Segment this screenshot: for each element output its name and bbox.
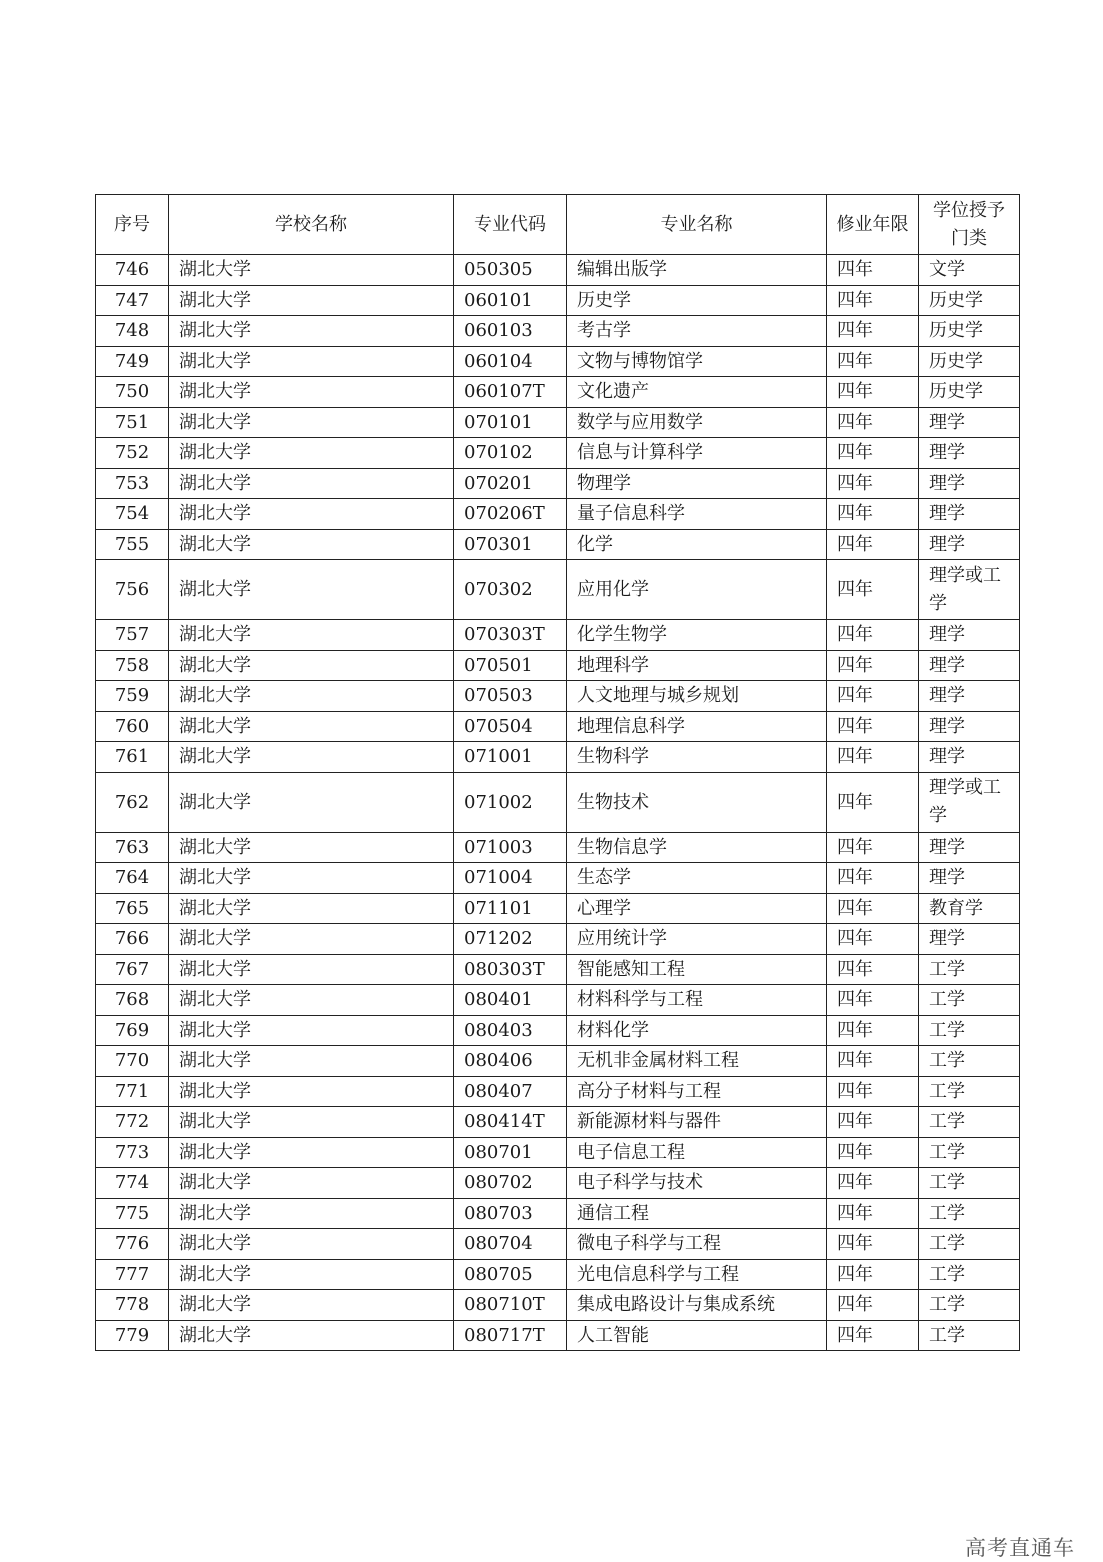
cell-duration: 四年 (827, 316, 919, 347)
cell-no: 754 (96, 499, 169, 530)
table-row (96, 863, 1020, 894)
cell-no: 746 (96, 255, 169, 286)
cell-duration: 四年 (827, 711, 919, 742)
table-row (96, 1259, 1020, 1290)
cell-duration: 四年 (827, 893, 919, 924)
cell-degree: 理学 (919, 650, 1020, 681)
cell-school: 湖北大学 (169, 772, 454, 832)
table-row (96, 1229, 1020, 1260)
cell-no: 773 (96, 1137, 169, 1168)
cell-major: 人工智能 (567, 1320, 827, 1351)
cell-no: 774 (96, 1168, 169, 1199)
cell-major: 人文地理与城乡规划 (567, 681, 827, 712)
cell-major: 历史学 (567, 285, 827, 316)
cell-duration: 四年 (827, 1290, 919, 1321)
cell-duration: 四年 (827, 863, 919, 894)
cell-school: 湖北大学 (169, 377, 454, 408)
cell-duration: 四年 (827, 1107, 919, 1138)
cell-major: 应用统计学 (567, 924, 827, 955)
table-row (96, 529, 1020, 560)
cell-no: 766 (96, 924, 169, 955)
cell-no: 765 (96, 893, 169, 924)
cell-code: 070504 (454, 711, 567, 742)
cell-no: 779 (96, 1320, 169, 1351)
cell-major: 电子科学与技术 (567, 1168, 827, 1199)
cell-no: 749 (96, 346, 169, 377)
cell-duration: 四年 (827, 650, 919, 681)
cell-duration: 四年 (827, 1015, 919, 1046)
cell-degree: 理学 (919, 832, 1020, 863)
cell-no: 772 (96, 1107, 169, 1138)
cell-major: 材料科学与工程 (567, 985, 827, 1016)
cell-code: 070302 (454, 560, 567, 620)
cell-school: 湖北大学 (169, 316, 454, 347)
cell-no: 751 (96, 407, 169, 438)
cell-code: 080403 (454, 1015, 567, 1046)
cell-code: 080401 (454, 985, 567, 1016)
cell-duration: 四年 (827, 1076, 919, 1107)
cell-code: 080704 (454, 1229, 567, 1260)
cell-school: 湖北大学 (169, 1107, 454, 1138)
cell-major: 考古学 (567, 316, 827, 347)
cell-no: 757 (96, 620, 169, 651)
table-row (96, 468, 1020, 499)
cell-major: 编辑出版学 (567, 255, 827, 286)
cell-degree: 工学 (919, 1107, 1020, 1138)
cell-duration: 四年 (827, 1320, 919, 1351)
cell-duration: 四年 (827, 985, 919, 1016)
cell-code: 080717T (454, 1320, 567, 1351)
cell-major: 化学生物学 (567, 620, 827, 651)
cell-no: 752 (96, 438, 169, 469)
cell-school: 湖北大学 (169, 620, 454, 651)
cell-major: 量子信息科学 (567, 499, 827, 530)
cell-code: 080701 (454, 1137, 567, 1168)
cell-major: 文物与博物馆学 (567, 346, 827, 377)
table-row (96, 1168, 1020, 1199)
cell-no: 750 (96, 377, 169, 408)
cell-duration: 四年 (827, 1259, 919, 1290)
cell-major: 地理信息科学 (567, 711, 827, 742)
table-row (96, 255, 1020, 286)
cell-school: 湖北大学 (169, 893, 454, 924)
cell-school: 湖北大学 (169, 954, 454, 985)
cell-no: 760 (96, 711, 169, 742)
cell-duration: 四年 (827, 255, 919, 286)
table-row (96, 1290, 1020, 1321)
cell-school: 湖北大学 (169, 1046, 454, 1077)
cell-duration: 四年 (827, 742, 919, 773)
cell-no: 762 (96, 772, 169, 832)
cell-no: 758 (96, 650, 169, 681)
cell-degree: 理学 (919, 620, 1020, 651)
cell-degree: 历史学 (919, 346, 1020, 377)
cell-code: 080303T (454, 954, 567, 985)
cell-degree: 工学 (919, 1320, 1020, 1351)
table-row (96, 1046, 1020, 1077)
cell-code: 060104 (454, 346, 567, 377)
table-row (96, 1137, 1020, 1168)
cell-no: 753 (96, 468, 169, 499)
cell-duration: 四年 (827, 954, 919, 985)
cell-no: 748 (96, 316, 169, 347)
table-row (96, 285, 1020, 316)
table-row (96, 985, 1020, 1016)
cell-school: 湖北大学 (169, 468, 454, 499)
table-row (96, 681, 1020, 712)
cell-school: 湖北大学 (169, 1290, 454, 1321)
cell-school: 湖北大学 (169, 742, 454, 773)
cell-degree: 理学 (919, 499, 1020, 530)
cell-degree: 历史学 (919, 377, 1020, 408)
cell-school: 湖北大学 (169, 650, 454, 681)
cell-major: 化学 (567, 529, 827, 560)
cell-code: 080710T (454, 1290, 567, 1321)
cell-degree: 工学 (919, 1046, 1020, 1077)
cell-degree: 理学或工学 (919, 772, 1020, 832)
cell-school: 湖北大学 (169, 1137, 454, 1168)
cell-code: 080702 (454, 1168, 567, 1199)
cell-major: 生物技术 (567, 772, 827, 832)
cell-school: 湖北大学 (169, 529, 454, 560)
header-school: 学校名称 (169, 195, 454, 255)
cell-school: 湖北大学 (169, 285, 454, 316)
cell-code: 070101 (454, 407, 567, 438)
cell-school: 湖北大学 (169, 1168, 454, 1199)
cell-no: 775 (96, 1198, 169, 1229)
cell-duration: 四年 (827, 1168, 919, 1199)
table-row (96, 407, 1020, 438)
cell-school: 湖北大学 (169, 1015, 454, 1046)
cell-degree: 工学 (919, 1229, 1020, 1260)
header-duration: 修业年限 (827, 195, 919, 255)
cell-major: 通信工程 (567, 1198, 827, 1229)
cell-code: 070501 (454, 650, 567, 681)
cell-school: 湖北大学 (169, 681, 454, 712)
cell-degree: 理学或工学 (919, 560, 1020, 620)
cell-no: 769 (96, 1015, 169, 1046)
cell-duration: 四年 (827, 285, 919, 316)
cell-code: 070206T (454, 499, 567, 530)
cell-school: 湖北大学 (169, 711, 454, 742)
cell-code: 070201 (454, 468, 567, 499)
header-no: 序号 (96, 195, 169, 255)
cell-major: 生态学 (567, 863, 827, 894)
cell-degree: 理学 (919, 468, 1020, 499)
table-row (96, 560, 1020, 620)
cell-degree: 理学 (919, 863, 1020, 894)
table-row (96, 893, 1020, 924)
header-major: 专业名称 (567, 195, 827, 255)
cell-major: 新能源材料与器件 (567, 1107, 827, 1138)
cell-code: 060107T (454, 377, 567, 408)
cell-duration: 四年 (827, 772, 919, 832)
cell-school: 湖北大学 (169, 255, 454, 286)
cell-code: 070303T (454, 620, 567, 651)
cell-code: 071003 (454, 832, 567, 863)
cell-duration: 四年 (827, 438, 919, 469)
cell-major: 信息与计算科学 (567, 438, 827, 469)
cell-school: 湖北大学 (169, 832, 454, 863)
cell-degree: 工学 (919, 1076, 1020, 1107)
cell-no: 759 (96, 681, 169, 712)
cell-major: 生物信息学 (567, 832, 827, 863)
cell-major: 物理学 (567, 468, 827, 499)
cell-code: 071202 (454, 924, 567, 955)
cell-duration: 四年 (827, 529, 919, 560)
cell-no: 777 (96, 1259, 169, 1290)
cell-duration: 四年 (827, 560, 919, 620)
cell-school: 湖北大学 (169, 1259, 454, 1290)
cell-degree: 理学 (919, 407, 1020, 438)
cell-school: 湖北大学 (169, 1076, 454, 1107)
cell-no: 763 (96, 832, 169, 863)
cell-code: 080414T (454, 1107, 567, 1138)
table-row (96, 499, 1020, 530)
table-row (96, 346, 1020, 377)
header-code: 专业代码 (454, 195, 567, 255)
header-degree: 学位授予门类 (919, 195, 1020, 255)
cell-degree: 工学 (919, 1137, 1020, 1168)
cell-duration: 四年 (827, 377, 919, 408)
cell-major: 电子信息工程 (567, 1137, 827, 1168)
cell-major: 高分子材料与工程 (567, 1076, 827, 1107)
cell-code: 071002 (454, 772, 567, 832)
cell-major: 光电信息科学与工程 (567, 1259, 827, 1290)
cell-major: 集成电路设计与集成系统 (567, 1290, 827, 1321)
cell-degree: 教育学 (919, 893, 1020, 924)
cell-code: 070102 (454, 438, 567, 469)
cell-no: 755 (96, 529, 169, 560)
cell-no: 770 (96, 1046, 169, 1077)
cell-code: 071101 (454, 893, 567, 924)
cell-no: 776 (96, 1229, 169, 1260)
cell-degree: 工学 (919, 985, 1020, 1016)
cell-major: 应用化学 (567, 560, 827, 620)
cell-duration: 四年 (827, 468, 919, 499)
watermark: 高考直通车 (965, 1536, 1075, 1560)
cell-major: 心理学 (567, 893, 827, 924)
cell-code: 070301 (454, 529, 567, 560)
table-row (96, 1015, 1020, 1046)
cell-degree: 理学 (919, 711, 1020, 742)
cell-no: 747 (96, 285, 169, 316)
cell-major: 数学与应用数学 (567, 407, 827, 438)
cell-degree: 理学 (919, 438, 1020, 469)
cell-duration: 四年 (827, 1229, 919, 1260)
table-header-row (96, 195, 1020, 255)
cell-code: 080703 (454, 1198, 567, 1229)
table-row (96, 1198, 1020, 1229)
table-row (96, 620, 1020, 651)
majors-table (95, 194, 1020, 1351)
cell-major: 材料化学 (567, 1015, 827, 1046)
cell-major: 文化遗产 (567, 377, 827, 408)
cell-degree: 理学 (919, 924, 1020, 955)
cell-duration: 四年 (827, 346, 919, 377)
cell-no: 778 (96, 1290, 169, 1321)
table-row (96, 377, 1020, 408)
cell-code: 050305 (454, 255, 567, 286)
cell-school: 湖北大学 (169, 438, 454, 469)
table-body (96, 255, 1020, 1351)
cell-code: 070503 (454, 681, 567, 712)
cell-major: 生物科学 (567, 742, 827, 773)
cell-degree: 工学 (919, 1198, 1020, 1229)
cell-school: 湖北大学 (169, 985, 454, 1016)
cell-major: 无机非金属材料工程 (567, 1046, 827, 1077)
cell-school: 湖北大学 (169, 1229, 454, 1260)
cell-no: 756 (96, 560, 169, 620)
table-row (96, 954, 1020, 985)
cell-school: 湖北大学 (169, 1320, 454, 1351)
table-row (96, 924, 1020, 955)
table-row (96, 772, 1020, 832)
cell-duration: 四年 (827, 1137, 919, 1168)
cell-major: 地理科学 (567, 650, 827, 681)
cell-school: 湖北大学 (169, 863, 454, 894)
cell-code: 080406 (454, 1046, 567, 1077)
cell-duration: 四年 (827, 620, 919, 651)
cell-degree: 理学 (919, 529, 1020, 560)
cell-no: 771 (96, 1076, 169, 1107)
cell-school: 湖北大学 (169, 407, 454, 438)
cell-degree: 历史学 (919, 316, 1020, 347)
table-row (96, 1076, 1020, 1107)
cell-degree: 工学 (919, 1259, 1020, 1290)
table-row (96, 742, 1020, 773)
cell-degree: 历史学 (919, 285, 1020, 316)
table-row (96, 832, 1020, 863)
cell-duration: 四年 (827, 924, 919, 955)
cell-code: 060101 (454, 285, 567, 316)
cell-duration: 四年 (827, 832, 919, 863)
cell-degree: 工学 (919, 1168, 1020, 1199)
cell-major: 智能感知工程 (567, 954, 827, 985)
table-row (96, 1320, 1020, 1351)
cell-degree: 理学 (919, 742, 1020, 773)
cell-duration: 四年 (827, 499, 919, 530)
cell-code: 060103 (454, 316, 567, 347)
cell-degree: 工学 (919, 954, 1020, 985)
cell-major: 微电子科学与工程 (567, 1229, 827, 1260)
cell-code: 071004 (454, 863, 567, 894)
table-row (96, 1107, 1020, 1138)
cell-degree: 工学 (919, 1015, 1020, 1046)
cell-code: 071001 (454, 742, 567, 773)
cell-school: 湖北大学 (169, 346, 454, 377)
cell-no: 768 (96, 985, 169, 1016)
cell-degree: 文学 (919, 255, 1020, 286)
cell-duration: 四年 (827, 407, 919, 438)
cell-school: 湖北大学 (169, 1198, 454, 1229)
cell-school: 湖北大学 (169, 560, 454, 620)
table-row (96, 711, 1020, 742)
cell-code: 080407 (454, 1076, 567, 1107)
cell-duration: 四年 (827, 1046, 919, 1077)
cell-duration: 四年 (827, 1198, 919, 1229)
table-row (96, 316, 1020, 347)
cell-degree: 理学 (919, 681, 1020, 712)
cell-school: 湖北大学 (169, 499, 454, 530)
table-row (96, 438, 1020, 469)
cell-no: 761 (96, 742, 169, 773)
cell-no: 767 (96, 954, 169, 985)
table-row (96, 650, 1020, 681)
cell-school: 湖北大学 (169, 924, 454, 955)
cell-degree: 工学 (919, 1290, 1020, 1321)
cell-duration: 四年 (827, 681, 919, 712)
cell-no: 764 (96, 863, 169, 894)
cell-code: 080705 (454, 1259, 567, 1290)
